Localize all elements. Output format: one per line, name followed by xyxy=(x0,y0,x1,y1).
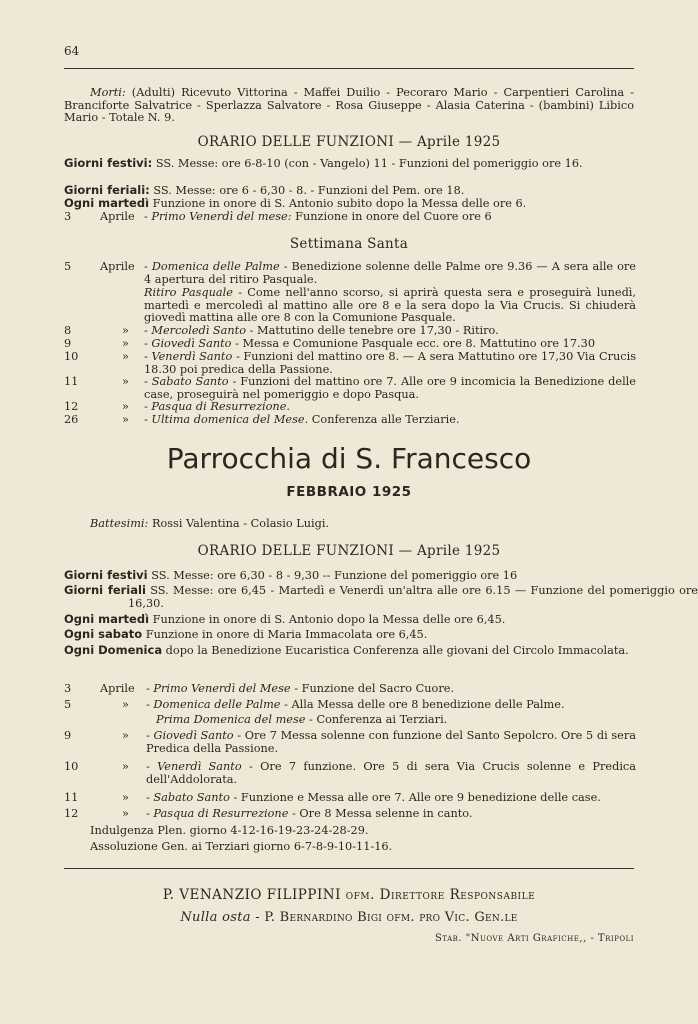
footer-nulla-osta xyxy=(64,910,634,925)
row-body: - Ore 7 Messa solenne con funzione del Santo Sepolcro. Ore 5 di sera Predica della Passione. xyxy=(146,729,636,755)
row-month: » xyxy=(122,337,129,350)
row-italic: Primo Venerdì del mese: xyxy=(151,210,292,223)
row-month: » xyxy=(122,729,129,742)
row-italic: Giovedì Santo xyxy=(151,337,232,350)
row-day: 9 xyxy=(64,729,72,742)
row-text: - Sabato Santo - Funzione e Messa alle ore 7. Alle ore 9 benedizione delle case. xyxy=(146,791,601,804)
row-month: Aprile xyxy=(100,260,135,273)
row-text: - Ultima domenica del Mese. Conferenza alle Terziarie. xyxy=(144,413,460,426)
row-month: Aprile xyxy=(100,682,135,695)
morti-paragraph xyxy=(64,87,634,125)
row-body: - Ore 8 Messa selenne in canto. xyxy=(292,807,473,820)
row-body: Funzione in onore del Cuore ore 6 xyxy=(295,210,492,223)
row-month: » xyxy=(122,760,129,773)
row-month: Aprile xyxy=(100,210,135,223)
row-body: - Funzioni del mattino ore 8. — A sera Mattutino ore 17,30 Via Crucis 18.30 poi predica della Passione. xyxy=(144,350,636,376)
sabato-text: Funzione in onore di Maria Immacolata ore 6,45. xyxy=(145,628,428,641)
row-italic: Sabato Santo xyxy=(153,791,230,804)
orario2-title: ORARIO DELLE FUNZIONI — Aprile 1925 xyxy=(197,543,501,559)
row-text xyxy=(146,714,646,727)
nulla-osta-text: - P. Bernardino Bigi ofm. pro Vic. Gen.le xyxy=(255,910,518,925)
footer-director xyxy=(64,887,634,903)
orario2-martedi xyxy=(64,613,634,627)
row-day: 12 xyxy=(64,400,79,413)
morti-text: (Adulti) Ricevuto Vittorina - Maffei Duilio - Pecoraro Mario - Carpentieri Carolina - Branciforte Salvatrice - Sperlazza Salvatore - Rosa Giuseppe - Alasia Caterina - (bambini) Libico Mario - Totale N. 9. xyxy=(64,86,634,125)
row-text: - Pasqua di Resurrezione. xyxy=(144,400,290,413)
row-month: » xyxy=(122,324,129,337)
nulla-osta-label: Nulla osta xyxy=(180,910,251,925)
row-month: » xyxy=(122,698,129,711)
row-body: - Ore 7 funzione. Ore 5 di sera Via Crucis solenne e Predica dell'Addolorata. xyxy=(146,760,636,786)
settimana-title: Settimana Santa xyxy=(289,236,409,252)
row-month: » xyxy=(122,375,129,388)
row-body: - Funzioni del mattino ore 7. Alle ore 9 incomicia la Benedizione delle case, proseguirà nel pomeriggio e dopo Pasqua. xyxy=(144,375,636,401)
parrocchia-title: Parrocchia di S. Francesco xyxy=(166,442,532,475)
row-body: - Mattutino delle tenebre ore 17,30 - Ritiro. xyxy=(249,324,499,337)
feriali-text: SS. Messe: ore 6 - 6,30 - 8. - Funzioni del Pem. ore 18. xyxy=(153,184,465,197)
festivi-text: SS. Messe: ore 6-8-10 (con - Vangelo) 11 - Funzioni del pomeriggio ore 16. xyxy=(155,157,583,170)
row-italic: Ultima domenica del Mese. xyxy=(151,413,309,426)
row-day: 11 xyxy=(64,791,79,804)
row-month: » xyxy=(122,400,129,413)
row-italic: Prima Domenica del mese xyxy=(156,713,306,726)
row-text: - Pasqua di Resurrezione - Ore 8 Messa selenne in canto. xyxy=(146,807,473,820)
row-body: - Alla Messa delle ore 8 benedizione delle Palme. xyxy=(284,698,565,711)
row-body: - Come nell'anno scorso, si aprirà questa sera e proseguirà lunedì, martedì e mercoledì al mattino alle ore 8 e la sera dopo la Via Crucis. Si chiuderà giovedì mattina alle ore 8 con la Comunione Pasquale. xyxy=(144,286,637,325)
row-day: 9 xyxy=(64,337,72,350)
row-text: - Sabato Santo - Funzioni del mattino ore 7. Alle ore 9 incomicia la Benedizione delle case, proseguirà nel pomeriggio e dopo Pasqua. xyxy=(144,375,636,401)
orario2-festivi xyxy=(64,569,634,583)
row-body: - Benedizione solenne delle Palme ore 9.36 — A sera alle ore 4 apertura del ritiro Pasquale. xyxy=(144,260,636,286)
indulgenza-line: Indulgenza Plen. giorno 4-12-16-19-23-24-28-29. xyxy=(90,824,369,837)
row-italic: Mercoledì Santo xyxy=(151,324,247,337)
martedi-label: Ogni martedì xyxy=(64,612,150,626)
row-body: - Funzione e Messa alle ore 7. Alle ore 9 benedizione delle case. xyxy=(233,791,601,804)
orario2-domenica xyxy=(64,644,698,658)
row-text xyxy=(144,287,636,325)
row-text: - Venerdì Santo - Ore 7 funzione. Ore 5 di sera Via Crucis solenne e Predica dell'Addolorata. xyxy=(146,760,636,786)
row-italic: Venerdì Santo xyxy=(151,350,233,363)
martedi-text: Funzione in onore di S. Antonio subito dopo la Messa delle ore 6. xyxy=(152,197,527,210)
row-day: 26 xyxy=(64,413,79,426)
row-text: - Giovedì Santo - Messa e Comunione Pasquale ecc. ore 8. Mattutino ore 17.30 xyxy=(144,337,596,350)
orario2-feriali xyxy=(64,584,698,610)
row-day: 3 xyxy=(64,682,72,695)
row-day: 5 xyxy=(64,698,72,711)
page-number: 64 xyxy=(64,44,80,58)
row-italic: Pasqua di Resurrezione. xyxy=(151,400,290,413)
martedi-text: Funzione in onore di S. Antonio dopo la Messa delle ore 6,45. xyxy=(152,613,506,626)
row-month: » xyxy=(122,350,129,363)
domenica-text: dopo la Benedizione Eucaristica Conferenza alle giovani del Circolo Immacolata. xyxy=(165,644,629,657)
row-day: 10 xyxy=(64,760,79,773)
morti-label: Morti: xyxy=(90,86,126,99)
sabato-label: Ogni sabato xyxy=(64,627,143,641)
feriali-label: Giorni feriali: xyxy=(64,183,150,197)
row-body: - Funzione del Sacro Cuore. xyxy=(294,682,455,695)
footer-printer: Stab. "Nuove Arti Grafiche,, - Tripoli xyxy=(434,933,634,944)
row-month: » xyxy=(122,807,129,820)
row-body: - Conferenza ai Terziari. xyxy=(309,713,448,726)
director-role: ofm. Direttore Responsabile xyxy=(345,887,536,903)
battesimi-label: Battesimi: xyxy=(90,517,149,530)
martedi-label: Ogni martedì xyxy=(64,196,150,210)
festivi-label: Giorni festivi xyxy=(64,568,148,582)
row-text: - Giovedì Santo - Ore 7 Messa solenne con funzione del Santo Sepolcro. Ore 5 di sera Predica della Passione. xyxy=(146,729,636,755)
row-text: - Domenica delle Palme - Benedizione solenne delle Palme ore 9.36 — A sera alle ore 4 apertura del ritiro Pasquale. xyxy=(144,260,636,286)
row-text: - Primo Venerdì del Mese - Funzione del Sacro Cuore. xyxy=(146,682,455,695)
battesimi-paragraph xyxy=(64,518,634,531)
orario1-feriali xyxy=(64,184,634,198)
row-month: » xyxy=(122,791,129,804)
row-italic: Domenica delle Palme xyxy=(151,260,280,273)
feriali-label: Giorni feriali xyxy=(64,583,146,597)
row-day: 3 xyxy=(64,210,72,223)
parrocchia-subtitle: FEBBRAIO 1925 xyxy=(286,484,412,500)
footer-rule xyxy=(64,868,634,869)
row-day: 5 xyxy=(64,260,72,273)
orario1-festivi xyxy=(64,157,688,171)
row-month: » xyxy=(122,413,129,426)
row-day: 12 xyxy=(64,807,79,820)
row-italic: Sabato Santo xyxy=(151,375,229,388)
festivi-text: SS. Messe: ore 6,30 - 8 - 9,30 -- Funzione del pomeriggio ore 16 xyxy=(151,569,518,582)
row-day: 8 xyxy=(64,324,72,337)
director-name: P. VENANZIO FILIPPINI xyxy=(162,887,341,903)
feriali-text: SS. Messe: ore 6,45 - Martedì e Venerdì un'altra alle ore 6.15 — Funzione del pomeriggio ore 16,30. xyxy=(128,584,698,610)
orario1-martedi xyxy=(64,197,634,211)
orario1-title: ORARIO DELLE FUNZIONI — Aprile 1925 xyxy=(197,134,501,150)
row-text: - Domenica delle Palme - Alla Messa delle ore 8 benedizione delle Palme. xyxy=(146,698,565,711)
row-text: - Primo Venerdì del mese: Funzione in onore del Cuore ore 6 xyxy=(144,210,492,223)
festivi-label: Giorni festivi: xyxy=(64,156,153,170)
row-italic: Ritiro Pasquale xyxy=(144,286,233,299)
orario2-sabato xyxy=(64,628,634,642)
row-italic: Primo Venerdì del Mese xyxy=(153,682,291,695)
battesimi-text: Rossi Valentina - Colasio Luigi. xyxy=(151,517,330,530)
row-text: - Mercoledì Santo - Mattutino delle tenebre ore 17,30 - Ritiro. xyxy=(144,324,499,337)
row-day: 11 xyxy=(64,375,79,388)
row-text: - Venerdì Santo - Funzioni del mattino ore 8. — A sera Mattutino ore 17,30 Via Crucis 18.30 poi predica della Passione. xyxy=(144,350,636,376)
row-italic: Domenica delle Palme xyxy=(153,698,281,711)
row-body: Conferenza alle Terziarie. xyxy=(311,413,460,426)
assoluzione-line: Assoluzione Gen. ai Terziari giorno 6-7-8-9-10-11-16. xyxy=(90,840,393,853)
row-italic: Pasqua di Resurrezione xyxy=(153,807,289,820)
top-rule xyxy=(64,68,634,69)
domenica-label: Ogni Domenica xyxy=(64,643,163,657)
row-italic: Giovedì Santo xyxy=(153,729,234,742)
row-body: - Messa e Comunione Pasquale ecc. ore 8. Mattutino ore 17.30 xyxy=(235,337,596,350)
row-day: 10 xyxy=(64,350,79,363)
row-italic: Venerdì Santo xyxy=(157,760,242,773)
